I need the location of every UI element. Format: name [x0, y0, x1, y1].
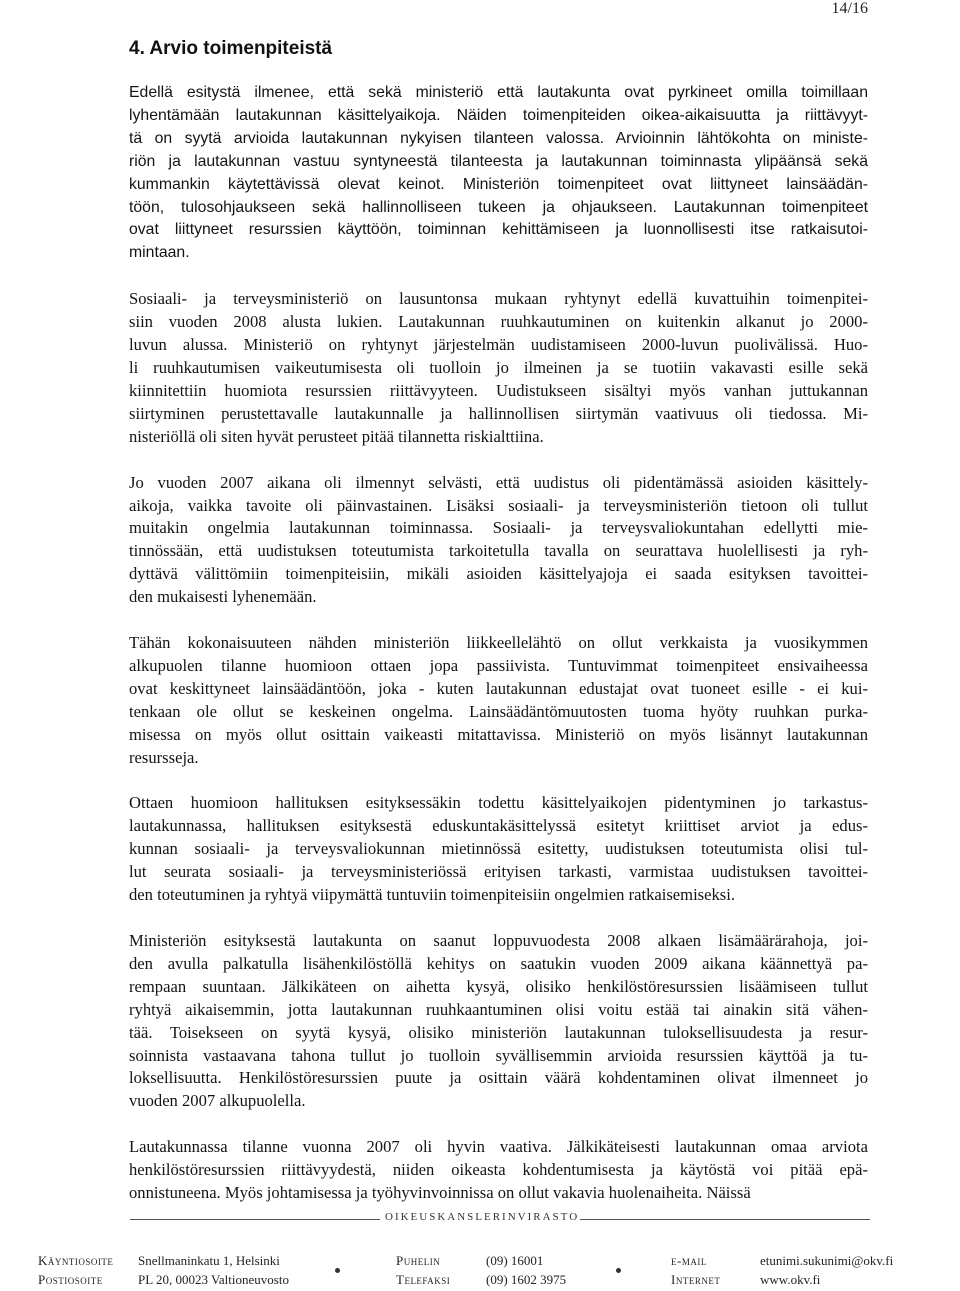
paragraph	[129, 1136, 868, 1205]
paragraph-line: misessa on myös ollut osittain vaikeasti mitattavissa. Ministeriö on myös lisännyt lautakunnan	[129, 724, 868, 744]
paragraph-line: lautakunnassa, hallituksen esityksestä eduskuntakäsittelyssä esitetyt kriittiset arviot ja edus-	[129, 816, 868, 836]
postal-address: PL 20, 00023 Valtioneuvosto	[138, 1272, 289, 1287]
paragraph-line: Ministeriön esityksestä lautakunta on saanut loppuvuodesta 2008 alkaen lisämäärärahoja, joi-	[129, 931, 868, 950]
paragraph-line: lyhentämään lautakunnan käsittelyaikoja. Näiden toimenpiteiden oikea-aikaisuutta ja riittävyyt-	[129, 106, 868, 124]
paragraph-line: ovat liittyneet resurssien käyttöön, toiminnan kehittämiseen ja luonnollisesti itse ratkaisutoi-	[129, 221, 868, 239]
paragraph-line: kummankin käytettävissä olevat keinot. Ministeriön toimenpiteet ovat liittyneet lainsäädän-	[129, 175, 868, 193]
paragraph-line: soinnista vastaavana tahona tullut jo tuolloin syvällisemmin arvioida resurssien käyttöä ja tu-	[129, 1045, 868, 1065]
paragraph-line: aikoja, vaikka tavoite oli päinvastainen. Lisäksi sosiaali- ja terveysministeriön tietoon oli tullut	[129, 495, 868, 515]
paragraph-line: resursseja.	[129, 747, 199, 767]
paragraph-line: loksellisuutta. Henkilöstöresurssien puute ja osittain väärä kohdentaminen olivat ilmenneet jo	[129, 1068, 868, 1088]
paragraph-line: kunnan sosiaali- ja terveysvaliokunnan mietinnössä esitetty, uudistuksen toteutumista olisi tul-	[129, 839, 868, 859]
paragraph	[129, 82, 868, 265]
paragraph-line: henkilöstöresurssien riittävyydestä, niiden oikeasta kohdentumisesta ja käytöstä voi pitää epä-	[129, 1160, 868, 1180]
footer-organization: OIKEUSKANSLERINVIRASTO	[385, 1211, 580, 1223]
paragraph-line: Jo vuoden 2007 aikana oli ilmennyt selvästi, että uudistus oli pidentämässä asioiden käsittely-	[129, 472, 868, 492]
fax-label: Telefaksi	[396, 1272, 451, 1287]
website-link[interactable]: www.okv.fi	[760, 1272, 821, 1287]
paragraph-line: den mukaisesti lyhenemään.	[129, 587, 317, 607]
paragraph-line: muitakin ongelmia lautakunnan toiminnassa. Sosiaali- ja terveysvaliokuntahan edellytti mie-	[129, 518, 868, 538]
paragraph-line: kiinnitettiin huomiota resurssien riittävyyteen. Uudistukseen sisältyi myös vanhan juttukannan	[129, 380, 868, 400]
paragraph-line: lut seurata sosiaali- ja terveysministeriössä erityisen tarkasti, varmistaa uudistuksen tavoittei-	[129, 862, 868, 882]
footer-row-1	[38, 1253, 918, 1271]
paragraph-line: rempaan suuntaan. Jälkikäteen on aihetta kysyä, olisiko henkilöstöresurssien lisäämiseen tullut	[129, 976, 868, 996]
paragraph	[129, 472, 868, 609]
phone-label: Puhelin	[396, 1253, 441, 1268]
internet-label: Internet	[671, 1272, 721, 1287]
paragraph-line: li ruuhkautumisen vaikeutumisesta oli tuolloin jo ilmeinen ja se tuotiin vakavasti esille sekä	[129, 357, 868, 377]
paragraph-line: Ottaen huomioon hallituksen esityksessäkin todettu käsittelyaikojen pidentyminen jo tarkastus-	[129, 793, 868, 813]
paragraph-line: onnistuneena. Myös johtamisessa ja työhyvinvoinnissa on ollut vakavia huolenaiheita. Näissä	[129, 1183, 751, 1203]
visiting-address: Snellmaninkatu 1, Helsinki	[138, 1253, 280, 1268]
paragraph-line: tää. Toisekseen on syytä kysyä, olisiko ministeriön lautakunnan tuloksellisuudesta ja resur-	[129, 1022, 868, 1042]
paragraph	[129, 930, 868, 1113]
phone-number: (09) 16001	[486, 1253, 544, 1268]
paragraph-line: vuoden 2007 alkupuolella.	[129, 1091, 306, 1111]
paragraph-line: tä on syytä arvioida lautakunnan nykyisen tilanteen valossa. Arvioinnin lähtökohta on ministe-	[129, 129, 868, 147]
paragraph-line: nisteriöllä oli siten hyvät perusteet pitää tilannetta riskialttiina.	[129, 426, 544, 446]
footer-rule-left	[130, 1219, 380, 1220]
email-label: e-mail	[671, 1253, 707, 1268]
paragraph-line: tenkaan ole ollut se keskeinen ongelma. Lainsäädäntömuutosten tuoma hyöty ruuhkan purka-	[129, 701, 868, 721]
paragraph-line: mintaan.	[129, 244, 190, 262]
footer-row-2	[38, 1272, 918, 1290]
paragraph-line: Lautakunnassa tilanne vuonna 2007 oli hyvin vaativa. Jälkikäteisesti lautakunnan omaa arviota	[129, 1137, 868, 1157]
paragraph-line: luvun alussa. Ministeriö on ryhtynyt järjestelmän uudistamiseen 2000-luvun puolivälissä. Huo-	[129, 335, 868, 355]
paragraph-line: den toteutuminen ja ryhtyä viipymättä tuntuviin toimenpiteisiin ongelmien ratkaisemiseksi.	[129, 885, 736, 905]
paragraph-line: alkupuolen tilanne huomioon ottaen jopa passiivista. Tuntuvimmat toimenpiteet ensivaiheessa	[129, 655, 868, 675]
paragraph-line: ovat keskittyneet lainsäädäntöön, joka - kuten lautakunnan edustajat ovat tuoneet esille - ei kui-	[129, 678, 868, 698]
section-heading: 4. Arvio toimenpiteistä	[129, 38, 333, 59]
paragraph-line: siirtyminen perustettavalle lautakunnalle ja hallinnollisen siirtymän vaativuus oli tiedossa. Mi-	[129, 403, 868, 423]
fax-number: (09) 1602 3975	[486, 1272, 567, 1287]
paragraph-line: Sosiaali- ja terveysministeriö on lausuntonsa mukaan ryhtynyt edellä kuvattuihin toimenpitei-	[129, 289, 868, 309]
paragraph	[129, 792, 868, 907]
footer-rule-right	[580, 1219, 870, 1220]
document-body	[129, 82, 868, 1228]
paragraph-line: Tähän kokonaisuuteen nähden ministeriön liikkeellelähtö on ollut verkkaista ja vuosikymmen	[129, 633, 868, 653]
paragraph-line: den avulla palkatulla lisähenkilöstöllä kehitys on saatukin vuoden 2009 aikana käännettyä pa-	[129, 953, 868, 973]
paragraph	[129, 632, 868, 769]
paragraph-line: riön ja lautakunnan vastuu syntyneestä tilanteesta ja lautakunnan toiminnasta ylipäänsä sekä	[129, 152, 868, 170]
paragraph-line: töön, tulosohjaukseen sekä hallinnolliseen tukeen ja ohjaukseen. Lautakunnan toimenpiteet	[129, 198, 868, 216]
paragraph-line: tinnössään, että uudistuksen toteutumista tarkoitetulla tavalla on seurattava huolellisesti ja ryh-	[129, 541, 868, 561]
paragraph-line: Edellä esitystä ilmenee, että sekä ministeriö että lautakunta ovat pyrkineet omilla toimillaan	[129, 84, 868, 101]
paragraph	[129, 288, 868, 448]
paragraph-line: siin vuoden 2008 alusta lukien. Lautakunnan ruuhkautuminen on kuitenkin alkanut jo 2000-	[129, 312, 868, 332]
email-address[interactable]: etunimi.sukunimi@okv.fi	[760, 1253, 894, 1268]
paragraph-line: ryhtyä aikaisemmin, jotta lautakunnan ruuhkaantuminen olisi voitu estää tai ainakin sitä vähen-	[129, 999, 868, 1019]
page-number: 14/16	[831, 0, 868, 17]
paragraph-line: dyttävä välittömiin toimenpiteisiin, mikäli asioiden käsittelyajoja ei saada esityksen tavoittei-	[129, 564, 868, 584]
visiting-address-label: Käyntiosoite	[38, 1253, 114, 1268]
postal-address-label: Postiosoite	[38, 1272, 103, 1287]
